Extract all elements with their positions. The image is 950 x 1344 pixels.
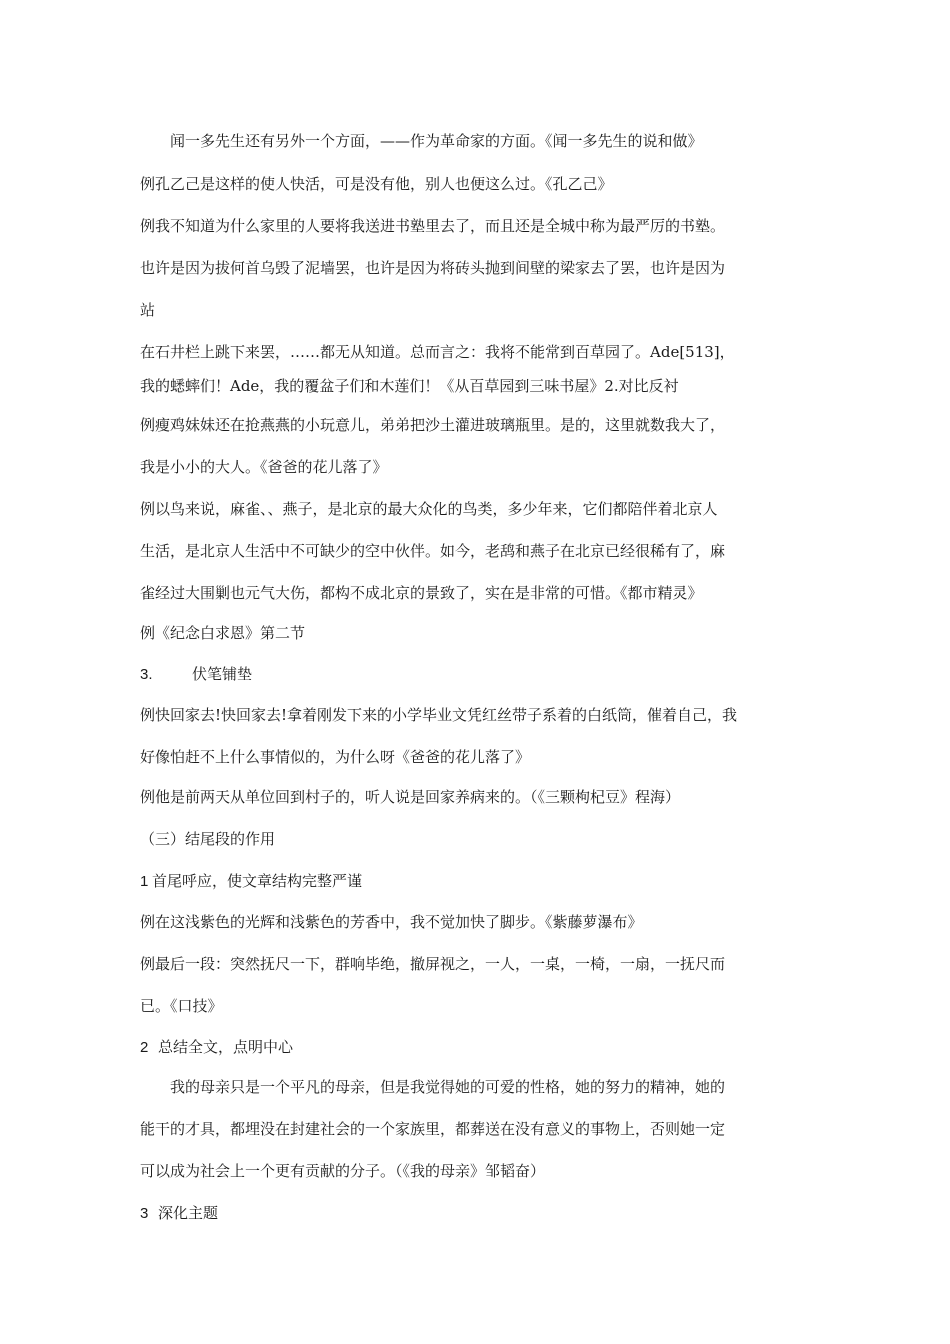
paragraph-line: 例孔乙己是这样的使人快活，可是没有他，别人也便这么过。《孔乙己》 <box>140 175 613 193</box>
paragraph-line: 在石井栏上跳下来罢，……都无从知道。总而言之：我将不能常到百草园了。Ade[513]， <box>140 343 735 361</box>
paragraph-line: 可以成为社会上一个更有贡献的分子。（《我的母亲》邹韬奋） <box>140 1162 546 1180</box>
heading-text: 首尾呼应，使文章结构完整严谨 <box>152 872 363 890</box>
heading-text: 深化主题 <box>158 1204 219 1222</box>
paragraph-line: 也许是因为拔何首乌毁了泥墙罢，也许是因为将砖头抛到间壁的梁家去了罢，也许是因为 <box>140 259 726 277</box>
paragraph-line: 能干的才具，都埋没在封建社会的一个家族里，都葬送在没有意义的事物上，否则她一定 <box>140 1120 726 1138</box>
paragraph-line: 我的蟋蟀们！Ade，我的覆盆子们和木莲们！《从百草园到三味书屋》2.对比反衬 <box>140 377 679 395</box>
paragraph-line: 例《纪念白求恩》第二节 <box>140 624 306 642</box>
subsection-heading <box>140 1203 820 1224</box>
paragraph-line: 雀经过大围剿也元气大伤，都构不成北京的景致了，实在是非常的可惜。《都市精灵》 <box>140 584 703 602</box>
paragraph-line: 例快回家去!快回家去!拿着刚发下来的小学毕业文凭红丝带子系着的白纸筒，催着自己，我 <box>140 706 738 724</box>
paragraph-line: 例他是前两天从单位回到村子的，听人说是回家养病来的。（《三颗枸杞豆》程海） <box>140 788 681 806</box>
section-heading <box>140 664 820 685</box>
paragraph-line: 生活，是北京人生活中不可缺少的空中伙伴。如今，老鸹和燕子在北京已经很稀有了，麻 <box>140 542 726 560</box>
paragraph-line: 例最后一段：突然抚尺一下，群响毕绝，撤屏视之，一人，一桌，一椅，一扇，一抚尺而 <box>140 955 726 973</box>
paragraph-line: 我的母亲只是一个平凡的母亲，但是我觉得她的可爱的性格，她的努力的精神，她的 <box>170 1078 726 1096</box>
paragraph-line: 我是小小的大人。《爸爸的花儿落了》 <box>140 458 388 476</box>
section-heading: （三）结尾段的作用 <box>140 830 276 848</box>
heading-number: 2 <box>140 1039 149 1056</box>
heading-text: 伏笔铺垫 <box>192 665 253 683</box>
paragraph-line: 例瘦鸡妹妹还在抢燕燕的小玩意儿，弟弟把沙土灌进玻璃瓶里。是的，这里就数我大了， <box>140 416 726 434</box>
heading-number: 3. <box>140 666 153 683</box>
paragraph-line: 站 <box>140 301 156 319</box>
paragraph-line: 例我不知道为什么家里的人要将我送进书塾里去了，而且还是全城中称为最严厉的书塾。 <box>140 217 726 235</box>
paragraph-line: 闻一多先生还有另外一个方面，——作为革命家的方面。《闻一多先生的说和做》 <box>170 132 703 150</box>
paragraph-line: 已。《口技》 <box>140 997 223 1015</box>
paragraph-line: 好像怕赶不上什么事情似的，为什么呀《爸爸的花儿落了》 <box>140 748 531 766</box>
heading-number: 3 <box>140 1205 149 1222</box>
heading-number: 1 <box>140 873 149 890</box>
subsection-heading <box>140 1037 820 1058</box>
paragraph-line: 例在这浅紫色的光辉和浅紫色的芳香中，我不觉加快了脚步。《紫藤萝瀑布》 <box>140 913 643 931</box>
paragraph-line: 例以鸟来说，麻雀、、燕子，是北京的最大众化的鸟类，多少年来，它们都陪伴着北京人 <box>140 500 718 518</box>
heading-text: 总结全文，点明中心 <box>158 1038 294 1056</box>
subsection-heading <box>140 871 820 892</box>
